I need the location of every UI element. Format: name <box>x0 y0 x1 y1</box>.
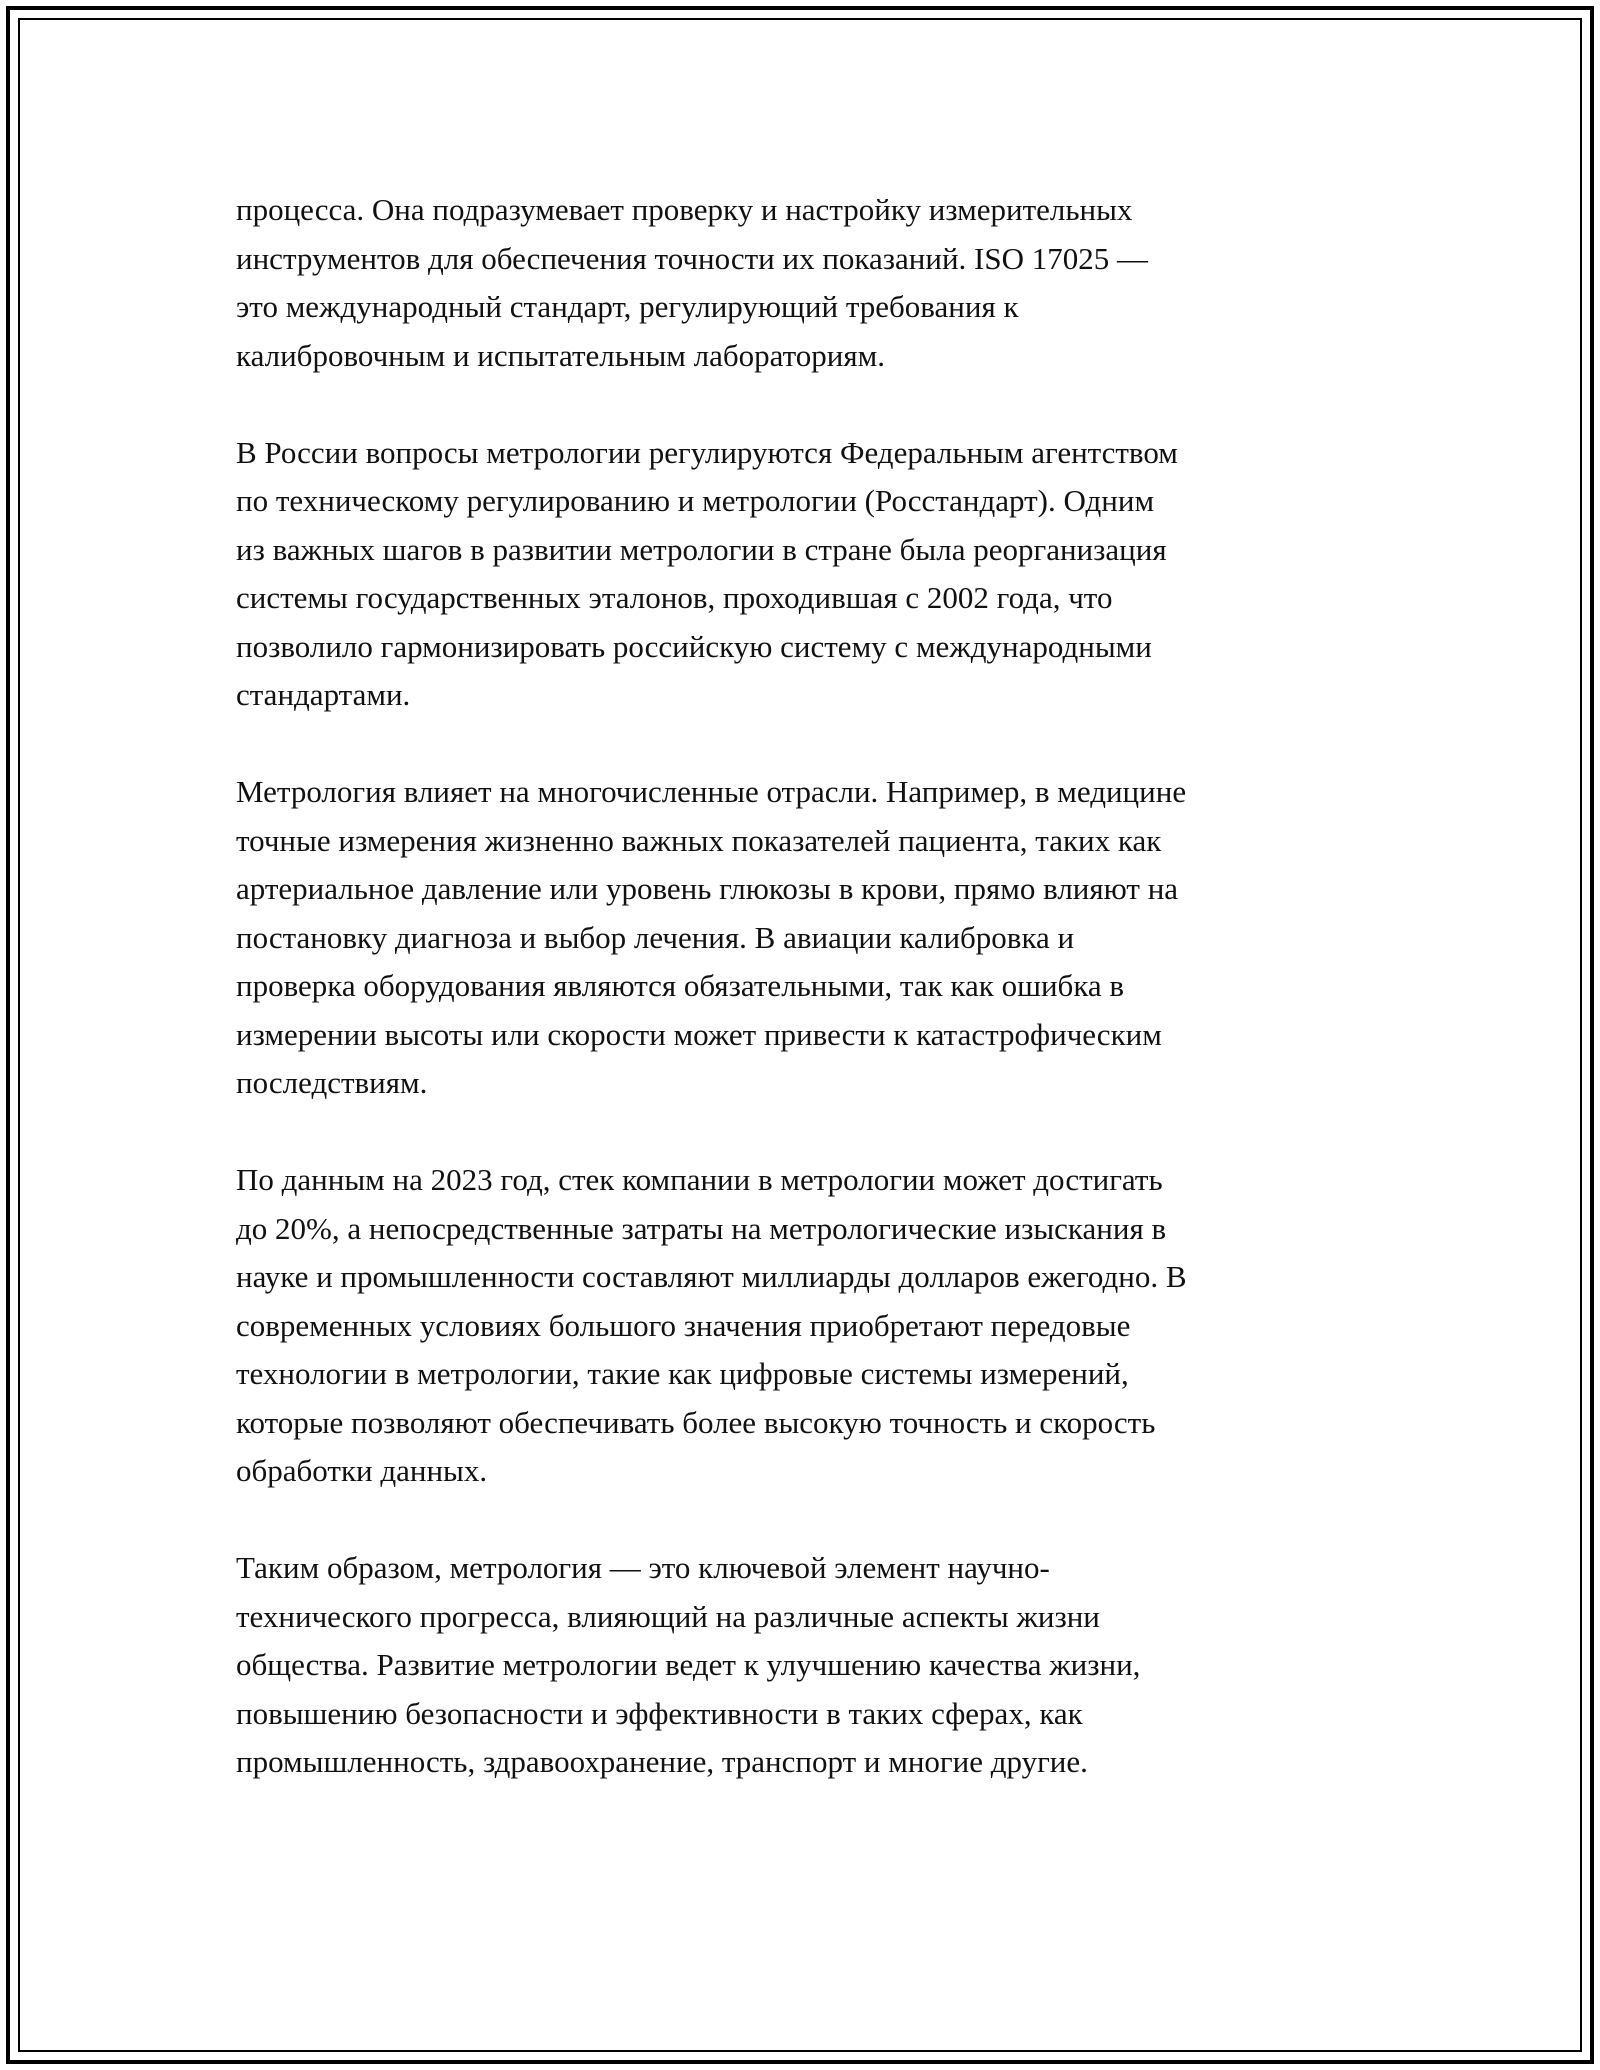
text-line: технического прогресса, влияющий на различные аспекты жизни <box>236 1598 1100 1634</box>
text-line: позволило гармонизировать российскую систему с международными <box>236 628 1152 664</box>
text-line: из важных шагов в развитии метрологии в стране была реорганизация <box>236 531 1167 567</box>
text-line: современных условиях большого значения приобретают передовые <box>236 1307 1131 1343</box>
paragraph-russia <box>236 429 1396 720</box>
text-line: измерении высоты или скорости может привести к катастрофическим <box>236 1016 1162 1052</box>
text-line: последствиям. <box>236 1065 428 1100</box>
text-line: по техническому регулированию и метрологии (Росстандарт). Одним <box>236 483 1155 518</box>
text-line: инструментов для обеспечения точности их показаний. ISO 17025 — <box>236 240 1149 276</box>
text-line: постановку диагноза и выбор лечения. В авиации калибровка и <box>236 919 1075 955</box>
text-line: точные измерения жизненно важных показателей пациента, таких как <box>236 822 1162 858</box>
text-line: которые позволяют обеспечивать более высокую точность и скорость <box>236 1404 1156 1440</box>
text-line: повышению безопасности и эффективности в таких сферах, как <box>236 1695 1083 1731</box>
text-line: процесса. Она подразумевает проверку и настройку измерительных <box>236 192 1133 227</box>
paragraph-calibration <box>236 186 1396 380</box>
text-line: технологии в метрологии, такие как цифровые системы измерений, <box>236 1356 1129 1391</box>
text-line: Метрология влияет на многочисленные отрасли. Например, в медицине <box>236 774 1187 809</box>
text-line: калибровочным и испытательным лабораториям. <box>236 337 885 373</box>
text-line: Таким образом, метрология — это ключевой элемент научно- <box>236 1550 1050 1585</box>
paragraph-industries <box>236 768 1396 1108</box>
text-line: обработки данных. <box>236 1453 488 1488</box>
text-line: науке и промышленности составляют миллиарды долларов ежегодно. В <box>236 1259 1187 1294</box>
document-body <box>236 186 1396 1835</box>
text-line: до 20%, а непосредственные затраты на метрологические изыскания в <box>236 1210 1167 1246</box>
text-line: промышленность, здравоохранение, транспорт и многие другие. <box>236 1744 1088 1779</box>
text-line: проверка оборудования являются обязательными, так как ошибка в <box>236 968 1125 1003</box>
text-line: В России вопросы метрологии регулируются Федеральным агентством <box>236 434 1178 470</box>
text-line: общества. Развитие метрологии ведет к улучшению качества жизни, <box>236 1647 1141 1682</box>
text-line: артериальное давление или уровень глюкозы в крови, прямо влияют на <box>236 871 1179 906</box>
paragraph-statistics <box>236 1156 1396 1496</box>
text-line: стандартами. <box>236 677 411 712</box>
text-line: это международный стандарт, регулирующий требования к <box>236 289 1019 324</box>
paragraph-conclusion <box>236 1544 1396 1787</box>
text-line: По данным на 2023 год, стек компании в метрологии может достигать <box>236 1162 1163 1197</box>
text-line: системы государственных эталонов, проходившая с 2002 года, что <box>236 580 1113 615</box>
